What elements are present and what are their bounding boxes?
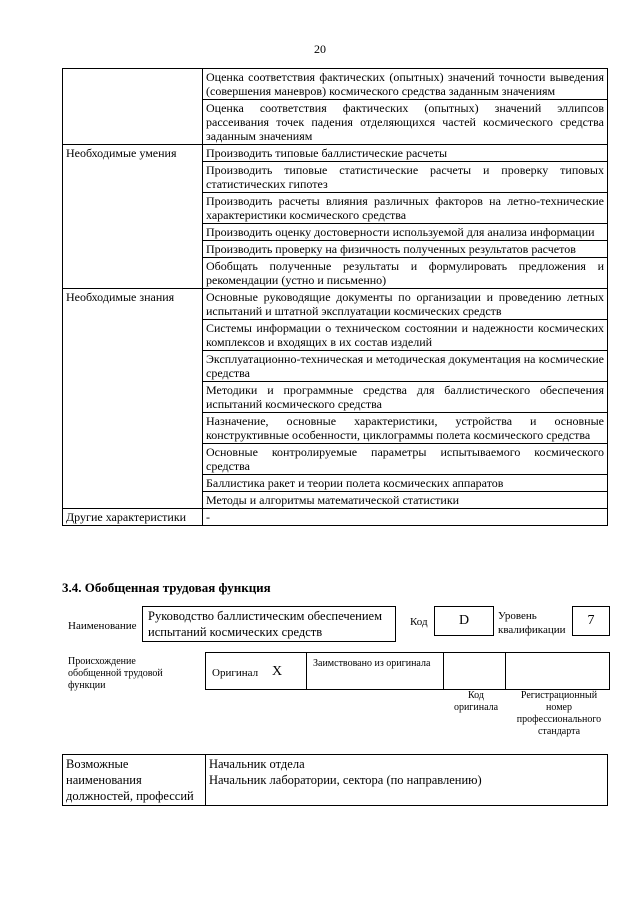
row-label: Необходимые умения	[63, 145, 203, 289]
row-item: Методы и алгоритмы математической статистики	[203, 492, 608, 509]
code-box	[434, 606, 494, 636]
positions-label: Возможные наименования должностей, профессий	[63, 755, 206, 806]
table-row	[63, 69, 608, 100]
row-item: Эксплуатационно-техническая и методическая документация на космические средства	[203, 351, 608, 382]
row-item: Назначение, основные характеристики, устройства и основные конструктивные особенности, циклограммы полета космического средства	[203, 413, 608, 444]
table-row	[63, 509, 608, 526]
borrowed-label: Заимствовано из оригинала	[313, 658, 431, 669]
row-item: Производить расчеты влияния различных факторов на летно-технические характеристики космического средства	[203, 193, 608, 224]
level-value: 7	[587, 613, 595, 628]
code-original-caption: Код оригинала	[453, 690, 499, 713]
row-item: Обобщать полученные результаты и формулировать предложения и рекомендации (устно и письменно)	[203, 258, 608, 289]
level-box	[572, 606, 610, 636]
origin-divider	[505, 652, 506, 689]
position-item: Начальник лаборатории, сектора (по направлению)	[209, 773, 482, 787]
positions-values	[206, 755, 608, 806]
competency-table	[62, 68, 608, 526]
row-item: -	[203, 509, 608, 526]
row-item: Основные контролируемые параметры испытываемого космического средства	[203, 444, 608, 475]
level-label: Уровень квалификации	[498, 610, 566, 636]
row-item: Основные руководящие документы по организации и проведению летных испытаний и штатной эксплуатации космических средств	[203, 289, 608, 320]
positions-table	[62, 754, 608, 806]
row-label	[63, 69, 203, 145]
original-mark: X	[272, 664, 283, 679]
row-label: Необходимые знания	[63, 289, 203, 509]
row-item: Оценка соответствия фактических (опытных) значений точности выведения (совершения маневров) космического средства заданным значениям	[203, 69, 608, 100]
row-item: Производить типовые статистические расчеты и проверку типовых статистических гипотез	[203, 162, 608, 193]
origin-divider	[443, 652, 444, 689]
origin-divider	[306, 652, 307, 689]
row-item: Баллистика ракет и теории полета космических аппаратов	[203, 475, 608, 492]
reg-number-caption: Регистрационный номер профессионального стандарта	[516, 690, 602, 737]
function-name: Руководство баллистическим обеспечением испытаний космических средств	[148, 609, 382, 639]
table-row	[63, 145, 608, 162]
table-row	[63, 289, 608, 320]
row-label: Другие характеристики	[63, 509, 203, 526]
row-item: Методики и программные средства для баллистического обеспечения испытаний космического средства	[203, 382, 608, 413]
origin-label: Происхождение обобщенной трудовой функции	[68, 656, 163, 691]
code-value: D	[458, 613, 470, 628]
row-item: Производить оценку достоверности используемой для анализа информации	[203, 224, 608, 241]
row-item: Системы информации о техническом состоянии и надежности космических комплексов и входящих в их состав изделий	[203, 320, 608, 351]
page-number: 20	[314, 42, 326, 56]
position-item: Начальник отдела	[209, 757, 305, 771]
row-item: Производить проверку на физичность полученных результатов расчетов	[203, 241, 608, 258]
original-label: Оригинал	[212, 667, 259, 679]
section-heading: 3.4. Обобщенная трудовая функция	[62, 580, 271, 595]
row-item: Производить типовые баллистические расчеты	[203, 145, 608, 162]
code-label: Код	[410, 616, 428, 628]
name-label: Наименование	[68, 620, 137, 632]
row-item: Оценка соответствия фактических (опытных) значений эллипсов рассеивания точек падения отделяющихся частей космического средства заданным значениям	[203, 100, 608, 145]
name-box	[142, 606, 396, 642]
